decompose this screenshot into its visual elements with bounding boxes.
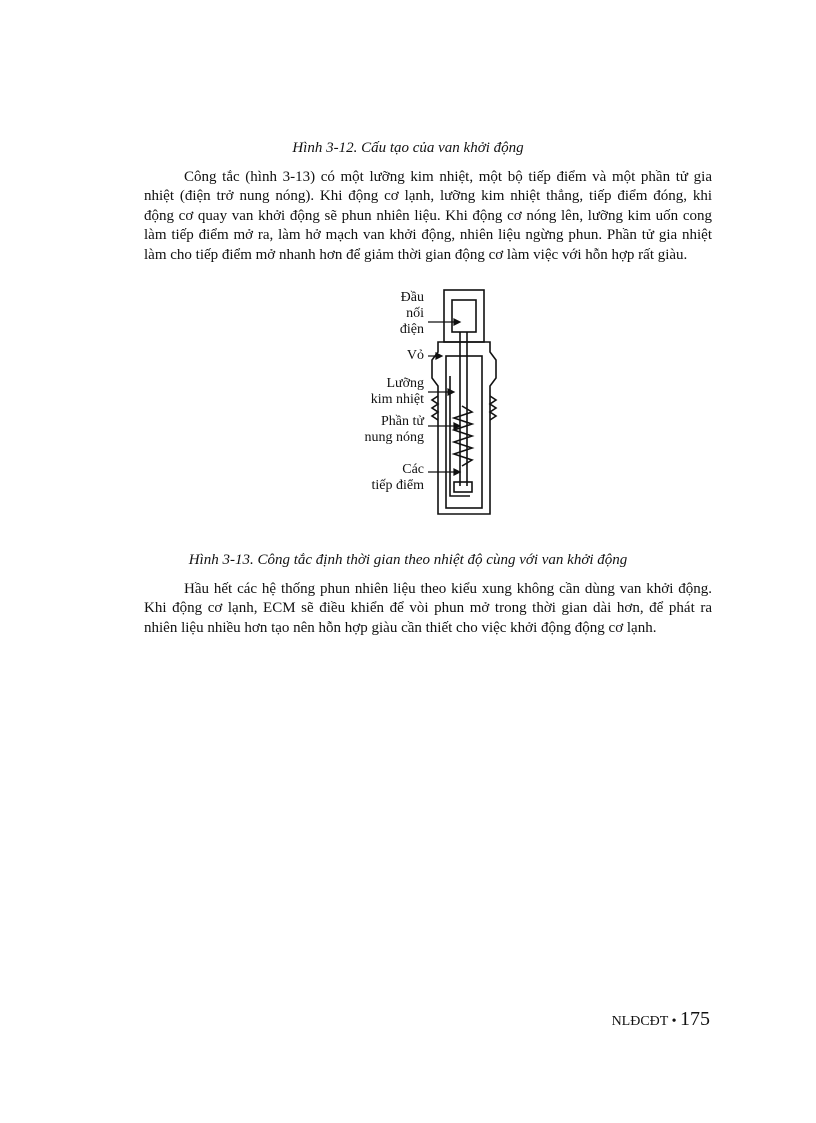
label-bimetal: Lưỡng kim nhiệt bbox=[370, 376, 424, 407]
figure-caption-3-12: Hình 3-12. Cấu tạo của van khởi động bbox=[292, 140, 524, 156]
heating-coil bbox=[454, 406, 472, 466]
paragraph-pulse-injection: Hầu hết các hệ thống phun nhiên liệu theo kiểu xung không cần dùng van khởi động. Khi động cơ lạnh, ECM sẽ điều khiển để vòi phun mở trong thời gian dài hơn, để phát ra nhiên liệu nhiều hơn tạo nên hỗn hợp giàu cần thiết cho việc khởi động động cơ lạnh. bbox=[144, 581, 712, 636]
contacts bbox=[454, 482, 472, 492]
connector-inner bbox=[452, 300, 476, 332]
label-heater: Phần tử nung nóng bbox=[364, 414, 424, 445]
page-number: 175 bbox=[680, 1008, 710, 1030]
connector-body bbox=[444, 290, 484, 342]
page-footer bbox=[612, 1008, 710, 1031]
publisher-mark: NLĐCĐT bbox=[611, 1014, 669, 1029]
label-connector: Đầu nối điện bbox=[399, 290, 424, 337]
figure-3-13 bbox=[340, 286, 510, 516]
footer-bullet: • bbox=[671, 1014, 677, 1029]
label-contacts: Các tiếp điểm bbox=[371, 462, 424, 493]
label-housing: Vỏ bbox=[406, 348, 424, 363]
switch-diagram bbox=[340, 286, 510, 516]
figure-caption-3-13: Hình 3-13. Công tắc định thời gian theo nhiệt độ cùng với van khởi động bbox=[188, 552, 628, 568]
inner-body bbox=[446, 356, 482, 508]
paragraph-switch-description: Công tắc (hình 3-13) có một lưỡng kim nhiệt, một bộ tiếp điểm và một phần tử gia nhiệt (điện trở nung nóng). Khi động cơ lạnh, lưỡng kim nhiệt thẳng, tiếp điểm đóng, khi động cơ quay van khởi động sẽ phun nhiên liệu. Khi động cơ nóng lên, lưỡng kim uốn cong làm tiếp điểm mở ra, làm hở mạch van khởi động, nhiên liệu ngừng phun. Phần tử gia nhiệt làm cho tiếp điểm mở nhanh hơn để giảm thời gian động cơ làm việc với hỗn hợp rất giàu. bbox=[144, 169, 712, 263]
housing-outline bbox=[432, 342, 496, 514]
